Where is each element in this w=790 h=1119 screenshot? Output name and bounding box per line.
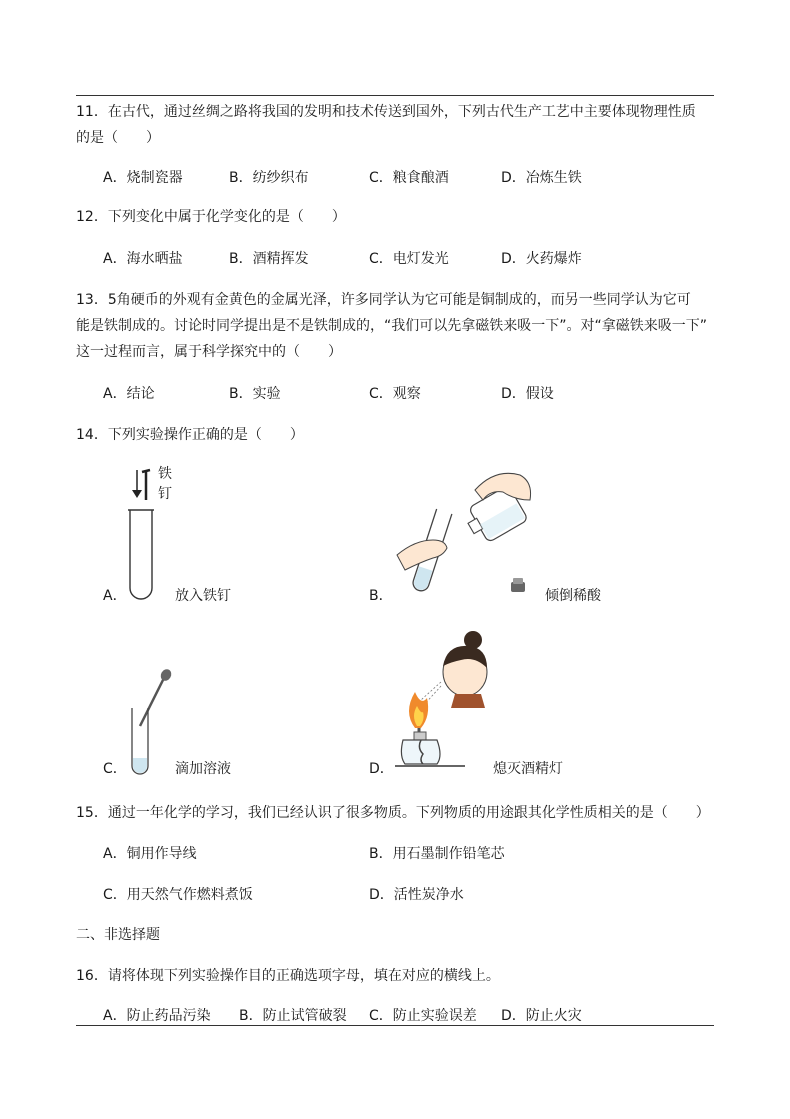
q14-option-a[interactable]: A．: [103, 588, 127, 604]
q16-stem: 16．请将体现下列实验操作目的正确选项字母，填在对应的横线上。: [76, 968, 500, 984]
q16-option-a[interactable]: A．防止药品污染: [103, 1008, 211, 1024]
q15-option-c[interactable]: C．用天然气作燃料煮饭: [103, 887, 253, 903]
q13-stem-line3: 这一过程而言，属于科学探究中的（ ）: [76, 344, 342, 360]
q13-option-c[interactable]: C．观察: [369, 386, 421, 402]
q14-fig-a-text-2: 钉: [158, 486, 172, 502]
q15-stem: 15．通过一年化学的学习，我们已经认识了很多物质。下列物质的用途跟其化学性质相关的是（ ）: [76, 805, 710, 821]
section-title: 二、非选择题: [76, 927, 160, 943]
q15-option-b[interactable]: B．用石墨制作铅笔芯: [369, 846, 505, 862]
q11-stem-line1: 11．在古代，通过丝绸之路将我国的发明和技术传送到国外，下列古代生产工艺中主要体现物理性质: [76, 104, 696, 120]
q14-option-c-label: 滴加溶液: [175, 761, 231, 777]
q14-option-d[interactable]: D．: [369, 761, 394, 777]
q14-option-d-label: 熄灭酒精灯: [493, 761, 563, 777]
q16-option-d[interactable]: D．防止火灾: [501, 1008, 582, 1024]
q16-option-c[interactable]: C．防止实验误差: [369, 1008, 477, 1024]
q16-option-b[interactable]: B．防止试管破裂: [239, 1008, 347, 1024]
q14-option-b-label: 倾倒稀酸: [545, 588, 601, 604]
q13-stem-line2: 能是铁制成的。讨论时同学提出是不是铁制成的，“我们可以先拿磁铁来吸一下”。对“拿磁铁来吸一下”: [76, 318, 708, 334]
q12-option-a[interactable]: A．海水晒盐: [103, 251, 183, 267]
q12-option-d[interactable]: D．火药爆炸: [501, 251, 582, 267]
q14-stem: 14．下列实验操作正确的是（ ）: [76, 427, 304, 443]
q15-option-a[interactable]: A．铜用作导线: [103, 846, 197, 862]
q14-option-a-label: 放入铁钉: [175, 588, 231, 604]
q13-stem-line1: 13．5角硬币的外观有金黄色的金属光泽，许多同学认为它可能是铜制成的，而另一些同学认为它可: [76, 292, 691, 308]
q15-option-d[interactable]: D．活性炭净水: [369, 887, 464, 903]
q11-option-d[interactable]: D．冶炼生铁: [501, 170, 582, 186]
top-rule: [76, 95, 714, 96]
q11-option-b[interactable]: B．纺纱织布: [229, 170, 309, 186]
q14-option-b[interactable]: B．: [369, 588, 393, 604]
q13-option-b[interactable]: B．实验: [229, 386, 281, 402]
figure-dropper-tube: [118, 666, 178, 782]
q13-option-a[interactable]: A．结论: [103, 386, 155, 402]
bottom-rule: [76, 1025, 714, 1026]
figure-alcohol-lamp: [395, 628, 505, 774]
q12-option-c[interactable]: C．电灯发光: [369, 251, 449, 267]
q14-option-c[interactable]: C．: [103, 761, 127, 777]
q11-option-c[interactable]: C．粮食酿酒: [369, 170, 449, 186]
figure-pouring-acid: [395, 460, 535, 600]
q13-option-d[interactable]: D．假设: [501, 386, 554, 402]
q12-option-b[interactable]: B．酒精挥发: [229, 251, 309, 267]
q14-fig-a-text-1: 铁: [158, 466, 172, 482]
q12-stem: 12．下列变化中属于化学变化的是（ ）: [76, 209, 346, 225]
q11-stem-line2: 的是（ ）: [76, 130, 160, 146]
q11-option-a[interactable]: A．烧制瓷器: [103, 170, 183, 186]
